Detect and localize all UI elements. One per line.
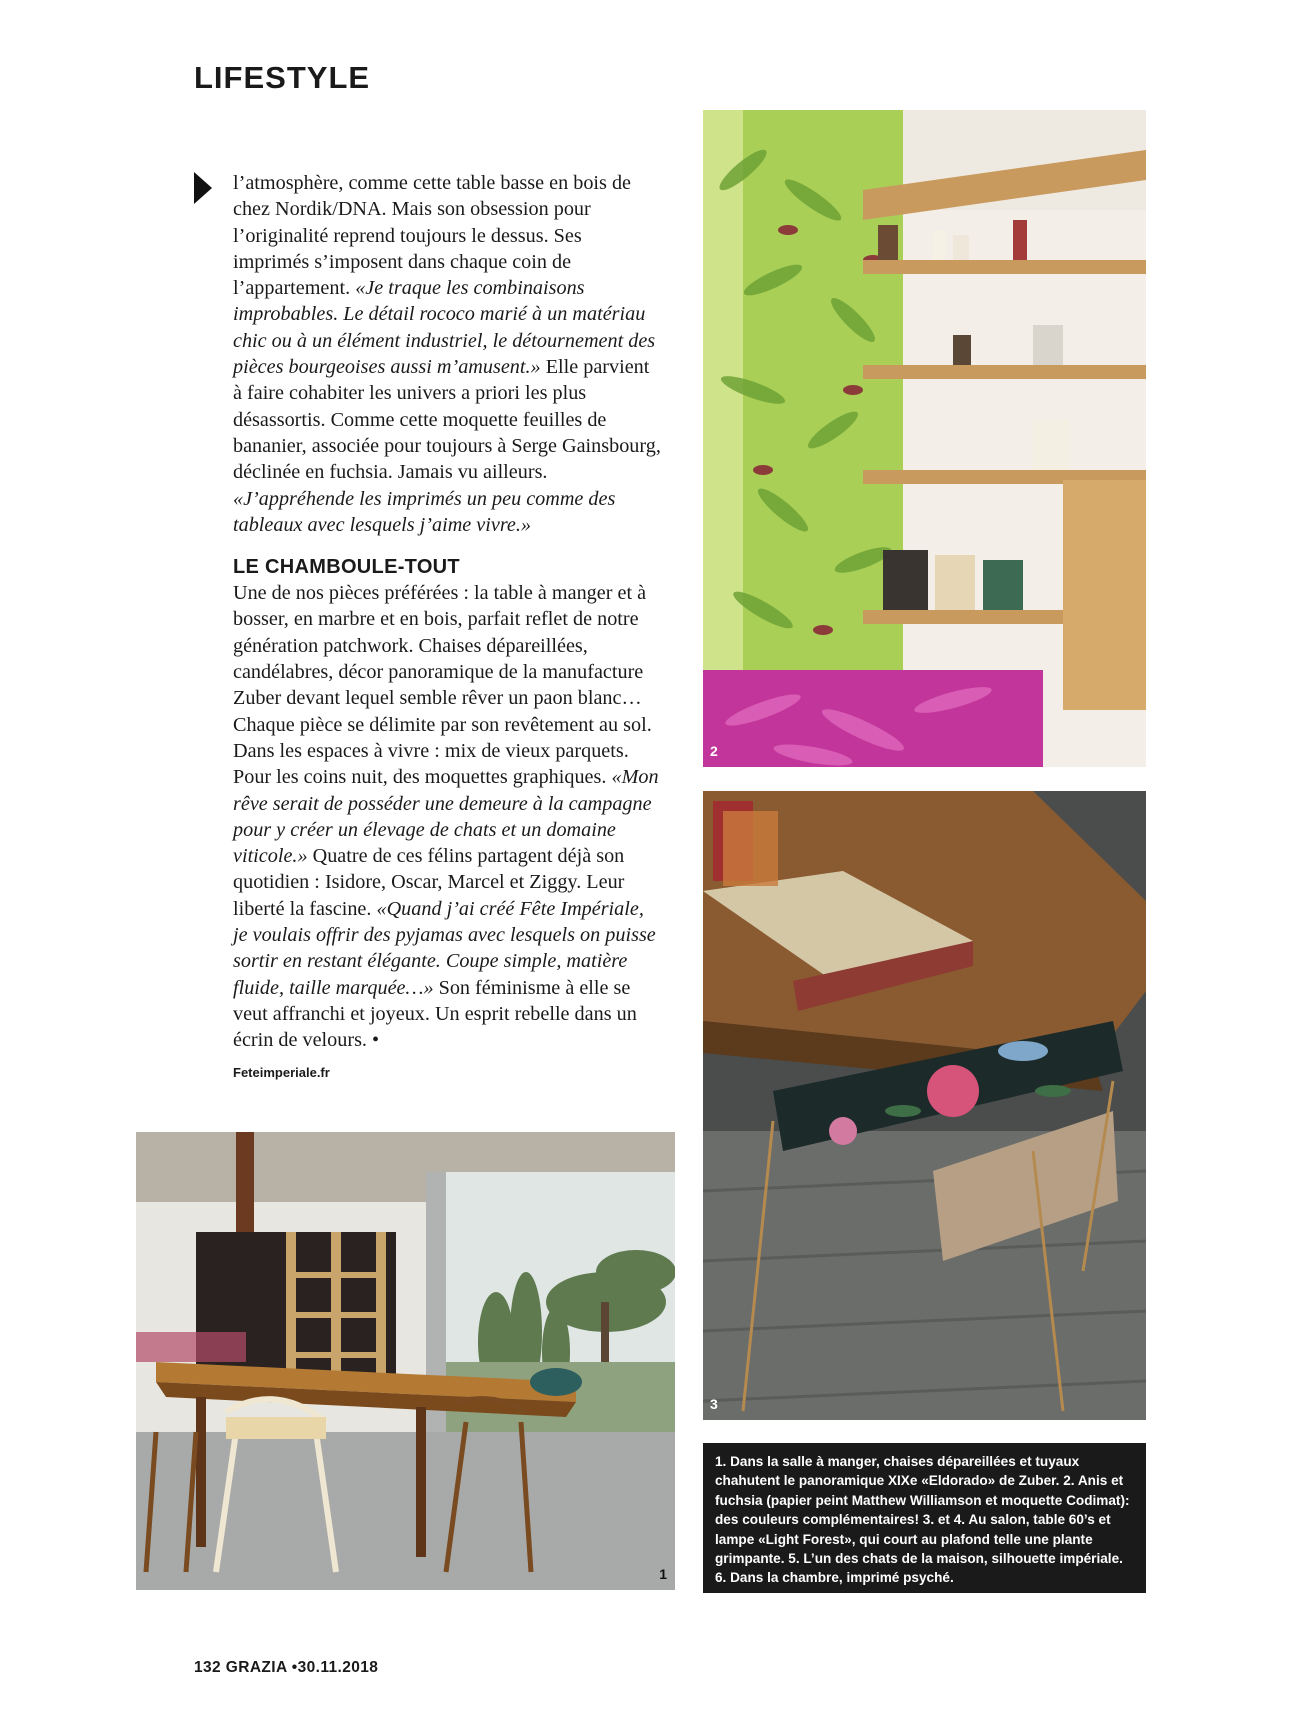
quote-imprimes: «J’appréhende les imprimés un peu comme des tableaux avec lesquels j’aime vivre.» <box>233 487 616 536</box>
quote-reve: «Mon rêve serait de posséder une demeure à la campagne pour y créer un élevage de chats et un domaine viticole.» <box>233 766 659 868</box>
issue-date: 30.11.2018 <box>297 1659 379 1676</box>
website-credit: Feteimperiale.fr <box>233 1064 330 1080</box>
magazine-name: GRAZIA <box>225 1659 288 1676</box>
article-body <box>233 170 661 1086</box>
photo-caption-box <box>703 1443 1146 1593</box>
photo-coffee-table <box>703 791 1146 1420</box>
continuation-arrow-icon <box>194 172 212 204</box>
photo-number-1: 1 <box>659 1566 667 1582</box>
quote-fete-imperiale: «Quand j’ai créé Fête Impériale, je voulais offrir des pyjamas avec lesquels on puisse sortir en restant élégante. Coupe simple, matière fluide, taille marquée…» <box>233 897 656 999</box>
page-footer <box>194 1659 378 1677</box>
footer-separator: • <box>291 1659 298 1676</box>
paragraph-1-text-cont: Elle parvient à faire cohabiter les univers a priori les plus désassortis. Comme cette moquette feuilles de bananier, associée pour toujours à Serge Gainsbourg, déclinée en fuchsia. Jamais vu ailleurs. <box>233 356 661 484</box>
photo-number-3: 3 <box>710 1396 718 1412</box>
photo-dining-room <box>136 1132 675 1590</box>
paragraph-1-text: l’atmosphère, comme cette table basse en bois de chez Nordik/DNA. Mais son obsession pour l’originalité reprend toujours le dessus. Ses imprimés s’imposent dans chaque coin de l’appartement. <box>233 172 631 300</box>
photo-number-2: 2 <box>710 743 718 759</box>
photo-coffee-table-image <box>703 791 1146 1420</box>
quote-combinaisons: «Je traque les combinaisons improbables. Le détail rococo marié à un matériau chic ou à un élément industriel, le détournement des pièces bourgeoises aussi m’amusent.» <box>233 277 656 379</box>
photo-wallpaper-shelves <box>703 110 1146 767</box>
page-number: 132 <box>194 1659 222 1676</box>
paragraph-2-text: Une de nos pièces préférées : la table à manger et à bosser, en marbre et en bois, parfait reflet de notre génération patchwork. Chaises dépareillées, candélabres, décor panoramique de la manufacture Zuber devant lequel semble rêver un paon blanc… Chaque pièce se délimite par son revêtement au sol. Dans les espaces à vivre : mix de vieux parquets. Pour les coins nuit, des moquettes graphiques. <box>233 582 652 789</box>
photo-caption-text: 1. Dans la salle à manger, chaises dépareillées et tuyaux chahutent le panoramique XIXe «Eldorado» de Zuber. 2. Anis et fuchsia (papier peint Matthew Williamson et moquette Codimat): des couleurs complémentaires! 3. et 4. Au salon, table 60’s et lampe «Light Forest», qui court au plafond telle une plante grimpante. 5. L’un des chats de la maison, silhouette impériale. 6. Dans la chambre, imprimé psyché. <box>715 1454 1130 1586</box>
section-label: LIFESTYLE <box>194 60 371 95</box>
paragraph-1 <box>233 170 661 538</box>
subheading: LE CHAMBOULE-TOUT <box>233 556 460 579</box>
photo-dining-room-image <box>136 1132 675 1590</box>
paragraph-2-ending: Son féminisme à elle se veut affranchi et joyeux. Un esprit rebelle dans un écrin de velours. • <box>233 976 637 1052</box>
photo-wallpaper-shelves-image <box>703 110 1146 767</box>
paragraph-2-text-cont: Quatre de ces félins partagent déjà son quotidien : Isidore, Oscar, Marcel et Ziggy. Leur liberté la fascine. <box>233 845 625 920</box>
paragraph-2 <box>233 580 661 1053</box>
